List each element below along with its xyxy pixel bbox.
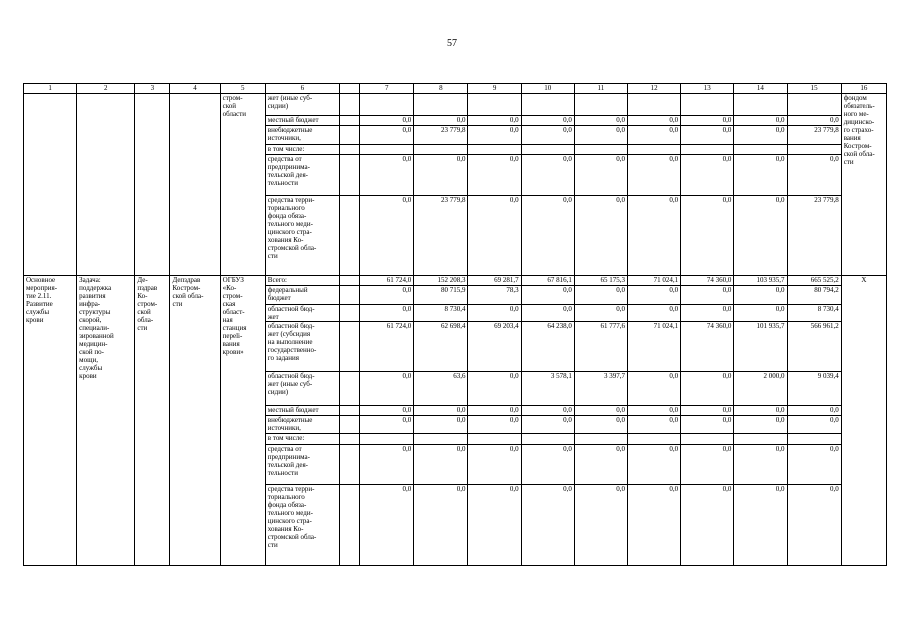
event-col2: Задача: поддержка развития инфра- структуры скорой, специали- зированной медицин- ской по- мощи, службы крови [77, 276, 135, 566]
row-label: жет (иные суб- сидии) [265, 94, 339, 116]
value-cell: 0,0 [628, 406, 681, 416]
event-col5: ОГБУЗ «Ко- стром- ская област- ная станция переli- вания крови» [220, 276, 265, 566]
value-cell: 23 779,8 [787, 126, 841, 145]
value-cell: 0,0 [521, 286, 574, 305]
value-cell: 0,0 [734, 196, 787, 276]
page-number: 57 [447, 38, 457, 49]
value-cell [628, 145, 681, 155]
value-cell: 71 024,1 [628, 276, 681, 286]
empty-cell [340, 155, 360, 196]
value-cell [414, 145, 468, 155]
cont-col5: стром- ской области [220, 94, 265, 276]
header-cell: 6 [265, 84, 339, 94]
value-cell: 0,0 [681, 485, 734, 566]
empty-cell [170, 94, 220, 276]
empty-cell [340, 276, 360, 286]
value-cell: 61 724,0 [360, 322, 414, 372]
value-cell: 0,0 [628, 116, 681, 126]
value-cell: 23 779,8 [787, 196, 841, 276]
value-cell: 0,0 [468, 406, 521, 416]
value-cell: 0,0 [787, 485, 841, 566]
empty-cell [340, 434, 360, 445]
value-cell: 0,0 [681, 372, 734, 406]
header-cell: 9 [468, 84, 521, 94]
empty-cell [340, 416, 360, 434]
value-cell: 0,0 [787, 155, 841, 196]
value-cell: 0,0 [360, 416, 414, 434]
value-cell: 0,0 [521, 416, 574, 434]
value-cell: 0,0 [521, 126, 574, 145]
empty-cell [340, 196, 360, 276]
value-cell [787, 94, 841, 116]
value-cell: 101 935,7 [734, 322, 787, 372]
empty-cell [340, 305, 360, 322]
empty-cell [340, 94, 360, 116]
value-cell: 0,0 [574, 155, 627, 196]
value-cell: 0,0 [360, 126, 414, 145]
value-cell [414, 94, 468, 116]
value-cell: 0,0 [521, 445, 574, 485]
row-label: областной бюд- жет [265, 305, 339, 322]
row-label: областной бюд- жет (субсидия на выполнение государственно- го задания [265, 322, 339, 372]
value-cell: 3 397,7 [574, 372, 627, 406]
value-cell: 0,0 [360, 155, 414, 196]
empty-cell [340, 322, 360, 372]
row-label: областной бюд- жет (иные суб- сидии) [265, 372, 339, 406]
header-cell: 13 [681, 84, 734, 94]
empty-cell [340, 485, 360, 566]
event-col1: Основное мероприя- тие 2.11. Развитие службы крови [24, 276, 77, 566]
value-cell: 0,0 [628, 372, 681, 406]
value-cell [468, 94, 521, 116]
value-cell [574, 434, 627, 445]
value-cell: 69 281,7 [468, 276, 521, 286]
value-cell [787, 434, 841, 445]
value-cell [628, 94, 681, 116]
value-cell: 62 698,4 [414, 322, 468, 372]
empty-cell [340, 286, 360, 305]
value-cell: 0,0 [468, 416, 521, 434]
value-cell: 0,0 [681, 445, 734, 485]
value-cell: 8 730,4 [787, 305, 841, 322]
empty-cell [24, 94, 77, 276]
budget-table [23, 83, 887, 566]
empty-cell [340, 116, 360, 126]
value-cell: 0,0 [574, 445, 627, 485]
value-cell: 0,0 [787, 416, 841, 434]
value-cell: 0,0 [521, 196, 574, 276]
value-cell: 0,0 [414, 445, 468, 485]
value-cell: 0,0 [360, 372, 414, 406]
cont-col16: фондом обязатель- ного ме- дицинско- го страхо- вания Костром- ской обла- сти [841, 94, 886, 276]
value-cell: 0,0 [628, 196, 681, 276]
value-cell: 63,6 [414, 372, 468, 406]
value-cell: 0,0 [681, 305, 734, 322]
empty-cell [77, 94, 135, 276]
value-cell: 65 175,3 [574, 276, 627, 286]
value-cell: 0,0 [681, 155, 734, 196]
row-label: федеральный бюджет [265, 286, 339, 305]
value-cell: 0,0 [681, 196, 734, 276]
value-cell: 0,0 [360, 286, 414, 305]
value-cell: 23 779,8 [414, 196, 468, 276]
empty-cell [340, 372, 360, 406]
value-cell [468, 434, 521, 445]
value-cell [521, 145, 574, 155]
value-cell: 0,0 [360, 196, 414, 276]
row-label: местный бюджет [265, 406, 339, 416]
header-cell: 1 [24, 84, 77, 94]
row-label: средства от предпринима- тельской дея- тельности [265, 445, 339, 485]
value-cell: 61 777,6 [574, 322, 627, 372]
header-cell: 15 [787, 84, 841, 94]
value-cell: 0,0 [734, 416, 787, 434]
header-cell: 11 [574, 84, 627, 94]
table-row [24, 94, 887, 116]
value-cell: 64 238,0 [521, 322, 574, 372]
value-cell: 0,0 [628, 445, 681, 485]
value-cell: 0,0 [574, 116, 627, 126]
header-cell: 14 [734, 84, 787, 94]
value-cell: 0,0 [521, 305, 574, 322]
value-cell: 0,0 [681, 126, 734, 145]
value-cell: 0,0 [360, 485, 414, 566]
value-cell: 67 816,1 [521, 276, 574, 286]
empty-cell [340, 445, 360, 485]
value-cell: 0,0 [521, 485, 574, 566]
value-cell: 0,0 [414, 155, 468, 196]
value-cell: 0,0 [574, 126, 627, 145]
value-cell: 0,0 [628, 155, 681, 196]
event-col4: Депздрав Костром- ской обла- сти [170, 276, 220, 566]
table-row [24, 276, 887, 286]
value-cell: 71 024,1 [628, 322, 681, 372]
header-cell: 8 [414, 84, 468, 94]
value-cell: 69 203,4 [468, 322, 521, 372]
value-cell: 0,0 [414, 485, 468, 566]
header-cell: 10 [521, 84, 574, 94]
value-cell: 566 961,2 [787, 322, 841, 372]
value-cell: 0,0 [574, 485, 627, 566]
row-label: в том числе: [265, 145, 339, 155]
value-cell: 0,0 [414, 416, 468, 434]
value-cell: 0,0 [628, 126, 681, 145]
value-cell [360, 94, 414, 116]
row-label: местный бюджет [265, 116, 339, 126]
row-label: внебюджетные источники, [265, 416, 339, 434]
value-cell: 0,0 [734, 305, 787, 322]
empty-cell [340, 126, 360, 145]
value-cell: 61 724,0 [360, 276, 414, 286]
value-cell [681, 434, 734, 445]
row-label: средства терри- ториального фонда обяза- тельного меди- цинского стра- хования Ко- стромской обла- сти [265, 485, 339, 566]
value-cell: 0,0 [414, 406, 468, 416]
header-cell: 3 [135, 84, 170, 94]
empty-cell [340, 145, 360, 155]
value-cell: 0,0 [521, 155, 574, 196]
value-cell [628, 434, 681, 445]
value-cell: 0,0 [360, 116, 414, 126]
value-cell: 0,0 [414, 116, 468, 126]
value-cell: 0,0 [468, 155, 521, 196]
value-cell [360, 434, 414, 445]
value-cell: 80 794,2 [787, 286, 841, 305]
value-cell: 0,0 [628, 416, 681, 434]
empty-cell [340, 406, 360, 416]
value-cell: 0,0 [681, 406, 734, 416]
header-cell: 12 [628, 84, 681, 94]
value-cell: 0,0 [468, 116, 521, 126]
row-label: внебюджетные источники, [265, 126, 339, 145]
value-cell: 0,0 [521, 116, 574, 126]
value-cell: 0,0 [734, 406, 787, 416]
value-cell: 78,3 [468, 286, 521, 305]
value-cell [734, 434, 787, 445]
value-cell: 0,0 [574, 305, 627, 322]
value-cell: 0,0 [628, 305, 681, 322]
event-col16: Х [841, 276, 886, 566]
value-cell: 0,0 [734, 116, 787, 126]
value-cell: 74 360,0 [681, 276, 734, 286]
value-cell: 0,0 [628, 485, 681, 566]
value-cell: 0,0 [681, 286, 734, 305]
value-cell: 2 000,0 [734, 372, 787, 406]
value-cell: 0,0 [468, 305, 521, 322]
value-cell: 0,0 [787, 406, 841, 416]
header-row [24, 84, 887, 94]
value-cell [787, 145, 841, 155]
value-cell: 0,0 [681, 416, 734, 434]
value-cell: 0,0 [574, 286, 627, 305]
value-cell: 0,0 [734, 155, 787, 196]
value-cell [734, 94, 787, 116]
header-cell: 4 [170, 84, 220, 94]
value-cell: 103 935,7 [734, 276, 787, 286]
value-cell: 0,0 [468, 196, 521, 276]
row-label: средства терри- ториального фонда обяза- тельного меди- цинского стра- хования Ко- стромской обла- сти [265, 196, 339, 276]
value-cell: 3 578,1 [521, 372, 574, 406]
value-cell: 0,0 [468, 445, 521, 485]
header-cell [340, 84, 360, 94]
value-cell: 0,0 [574, 196, 627, 276]
value-cell [681, 145, 734, 155]
value-cell: 0,0 [628, 286, 681, 305]
header-cell: 5 [220, 84, 265, 94]
value-cell: 0,0 [734, 286, 787, 305]
value-cell: 0,0 [468, 372, 521, 406]
value-cell: 0,0 [574, 416, 627, 434]
value-cell: 0,0 [468, 485, 521, 566]
value-cell [734, 145, 787, 155]
value-cell: 0,0 [681, 116, 734, 126]
value-cell: 0,0 [787, 445, 841, 485]
value-cell: 8 730,4 [414, 305, 468, 322]
value-cell: 152 208,3 [414, 276, 468, 286]
empty-cell [135, 94, 170, 276]
value-cell: 0,0 [734, 485, 787, 566]
value-cell: 0,0 [360, 305, 414, 322]
value-cell [574, 145, 627, 155]
row-label: средства от предпринима- тельской дея- тельности [265, 155, 339, 196]
value-cell [521, 94, 574, 116]
value-cell: 0,0 [360, 406, 414, 416]
header-cell: 16 [841, 84, 886, 94]
row-label: Всего: [265, 276, 339, 286]
value-cell: 9 039,4 [787, 372, 841, 406]
event-col3: Де- пздрав Ко- стром- ской обла- сти [135, 276, 170, 566]
value-cell: 0,0 [734, 445, 787, 485]
header-cell: 7 [360, 84, 414, 94]
value-cell: 80 715,9 [414, 286, 468, 305]
value-cell: 74 360,0 [681, 322, 734, 372]
value-cell: 0,0 [734, 126, 787, 145]
value-cell: 0,0 [468, 126, 521, 145]
value-cell [414, 434, 468, 445]
value-cell: 23 779,8 [414, 126, 468, 145]
value-cell [521, 434, 574, 445]
value-cell: 0,0 [521, 406, 574, 416]
value-cell [360, 145, 414, 155]
value-cell: 0,0 [574, 406, 627, 416]
header-cell: 2 [77, 84, 135, 94]
value-cell [574, 94, 627, 116]
value-cell: 665 525,2 [787, 276, 841, 286]
value-cell: 0,0 [787, 116, 841, 126]
value-cell [468, 145, 521, 155]
value-cell: 0,0 [360, 445, 414, 485]
value-cell [681, 94, 734, 116]
row-label: в том числе: [265, 434, 339, 445]
